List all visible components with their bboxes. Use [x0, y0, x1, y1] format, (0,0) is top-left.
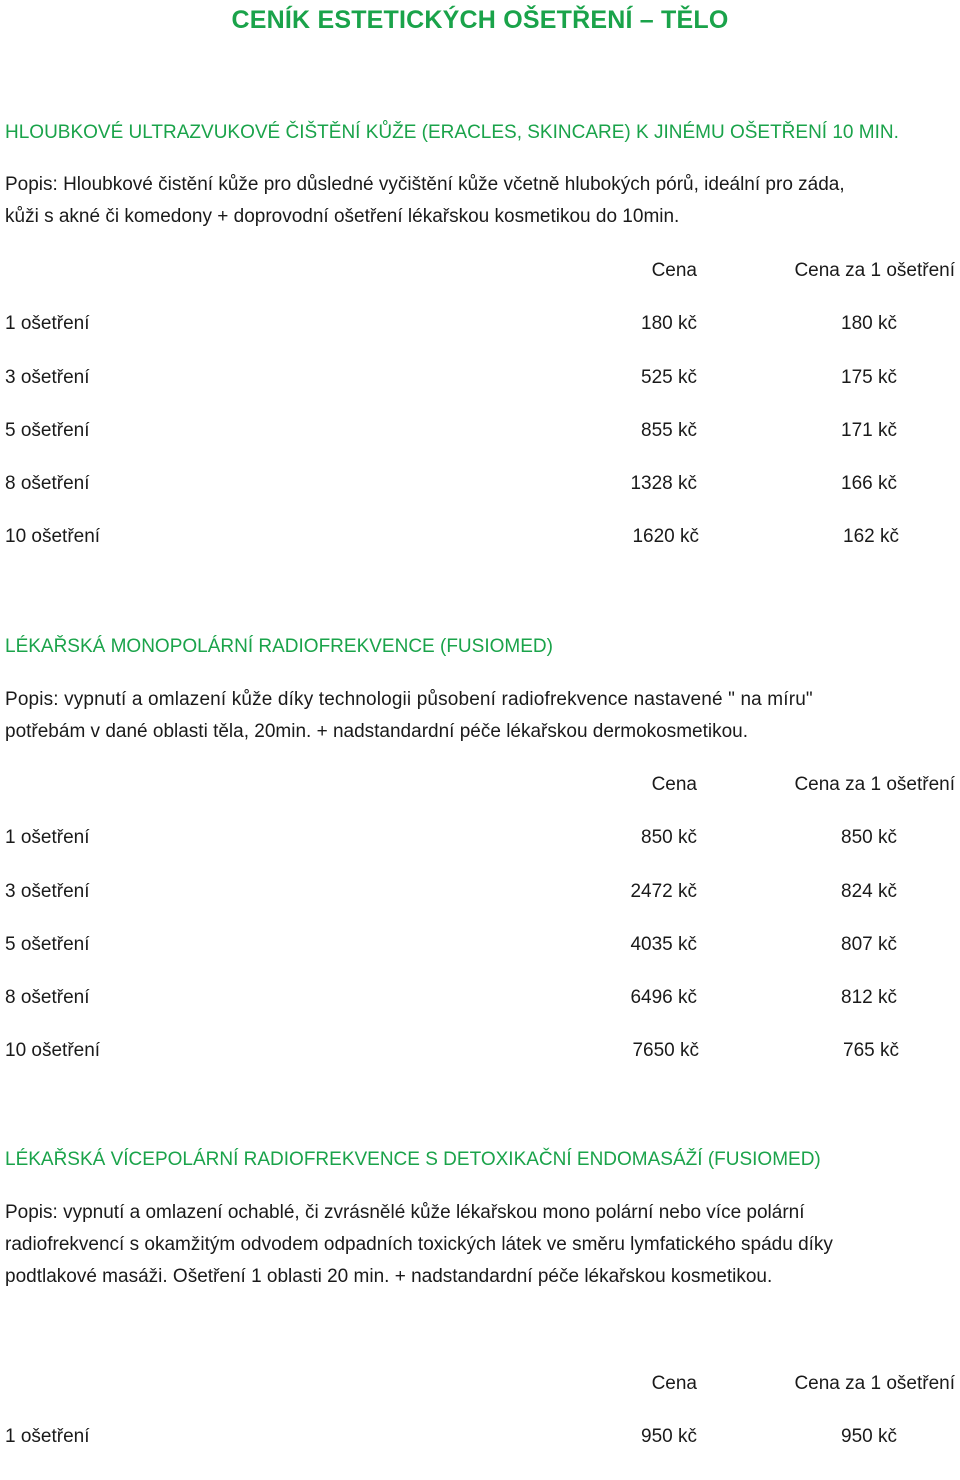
row-label: 10 ošetření [5, 526, 101, 548]
table-row [5, 313, 955, 366]
row-price: 950 kč [641, 1426, 697, 1448]
row-unit-price: 171 kč [841, 419, 897, 441]
row-price: 4035 kč [630, 933, 697, 955]
table-row [5, 526, 955, 579]
table-row [5, 1040, 955, 1093]
row-price: 180 kč [641, 313, 697, 335]
column-header-unit-price: Cena za 1 ošetření [794, 260, 955, 281]
section-description-line: Popis: vypnutí a omlazení ochablé, či zvrásnělé kůže lékařskou mono polární nebo více polární [5, 1202, 805, 1223]
table-header [5, 774, 955, 827]
row-unit-price: 824 kč [841, 880, 897, 902]
row-price: 1620 kč [632, 526, 699, 548]
column-header-price: Cena [651, 774, 697, 795]
row-label: 8 ošetření [5, 473, 90, 495]
column-header-unit-price: Cena za 1 ošetření [794, 1373, 955, 1394]
section-multipolar-rf [5, 1144, 955, 1293]
row-label: 3 ošetření [5, 880, 90, 902]
table-row [5, 473, 955, 526]
row-unit-price: 765 kč [843, 1040, 899, 1062]
row-label: 1 ošetření [5, 827, 90, 849]
row-price: 850 kč [641, 827, 697, 849]
section-monopolar-rf [5, 631, 955, 748]
section-heading: HLOUBKOVÉ ULTRAZVUKOVÉ ČIŠTĚNÍ KŮŽE (ERACLES, SKINCARE) K JINÉMU OŠETŘENÍ 10 MIN. [5, 122, 899, 143]
table-row [5, 987, 955, 1040]
row-unit-price: 850 kč [841, 827, 897, 849]
row-unit-price: 180 kč [841, 313, 897, 335]
row-price: 525 kč [641, 366, 697, 388]
table-header [5, 1373, 955, 1426]
table-row [5, 827, 955, 880]
row-unit-price: 162 kč [843, 526, 899, 548]
table-row [5, 881, 955, 934]
table-row [5, 934, 955, 987]
price-table [5, 260, 955, 580]
section-ultrasonic-cleaning [5, 117, 955, 233]
section-heading: LÉKAŘSKÁ MONOPOLÁRNÍ RADIOFREKVENCE (FUSIOMED) [5, 636, 553, 657]
row-unit-price: 812 kč [841, 987, 897, 1009]
section-description-line: radiofrekvencí s okamžitým odvodem odpadních toxických látek ve směru lymfatického spádu díky [5, 1234, 833, 1255]
section-description-line: kůži s akné či komedony + doprovodní ošetření lékařskou kosmetikou do 10min. [5, 206, 680, 227]
table-row [5, 420, 955, 473]
row-unit-price: 807 kč [841, 933, 897, 955]
section-description-line: potřebám v dané oblasti těla, 20min. + nadstandardní péče lékařskou dermokosmetikou. [5, 721, 749, 742]
row-price: 855 kč [641, 419, 697, 441]
row-label: 1 ošetření [5, 1426, 90, 1448]
table-row [5, 367, 955, 420]
table-header [5, 260, 955, 313]
row-label: 1 ošetření [5, 313, 90, 335]
row-label: 5 ošetření [5, 933, 90, 955]
row-unit-price: 175 kč [841, 366, 897, 388]
page-title: CENÍK ESTETICKÝCH OŠETŘENÍ – TĚLO [231, 6, 729, 34]
price-table [5, 774, 955, 1094]
price-table [5, 1373, 955, 1480]
table-row [5, 1426, 955, 1479]
row-unit-price: 166 kč [841, 473, 897, 495]
column-header-unit-price: Cena za 1 ošetření [794, 774, 955, 795]
row-label: 10 ošetření [5, 1040, 101, 1062]
section-description-line: podtlakové masáži. Ošetření 1 oblasti 20 min. + nadstandardní péče lékařskou kosmetikou. [5, 1266, 773, 1287]
section-description-line: Popis: Hloubkové čistění kůže pro důsledné vyčištění kůže včetně hlubokých pórů, ideální pro záda, [5, 174, 845, 195]
row-price: 1328 kč [630, 473, 697, 495]
column-header-price: Cena [651, 1373, 697, 1394]
column-header-price: Cena [651, 260, 697, 281]
row-unit-price: 950 kč [841, 1426, 897, 1448]
row-price: 2472 kč [630, 880, 697, 902]
row-label: 3 ošetření [5, 366, 90, 388]
row-label: 8 ošetření [5, 987, 90, 1009]
row-label: 5 ošetření [5, 419, 90, 441]
row-price: 6496 kč [630, 987, 697, 1009]
section-heading: LÉKAŘSKÁ VÍCEPOLÁRNÍ RADIOFREKVENCE S DETOXIKAČNÍ ENDOMASÁŽÍ (FUSIOMED) [5, 1149, 821, 1170]
row-price: 7650 kč [632, 1040, 699, 1062]
section-description-line: Popis: vypnutí a omlazení kůže díky technologii působení radiofrekvence nastavené " na míru" [5, 689, 813, 710]
